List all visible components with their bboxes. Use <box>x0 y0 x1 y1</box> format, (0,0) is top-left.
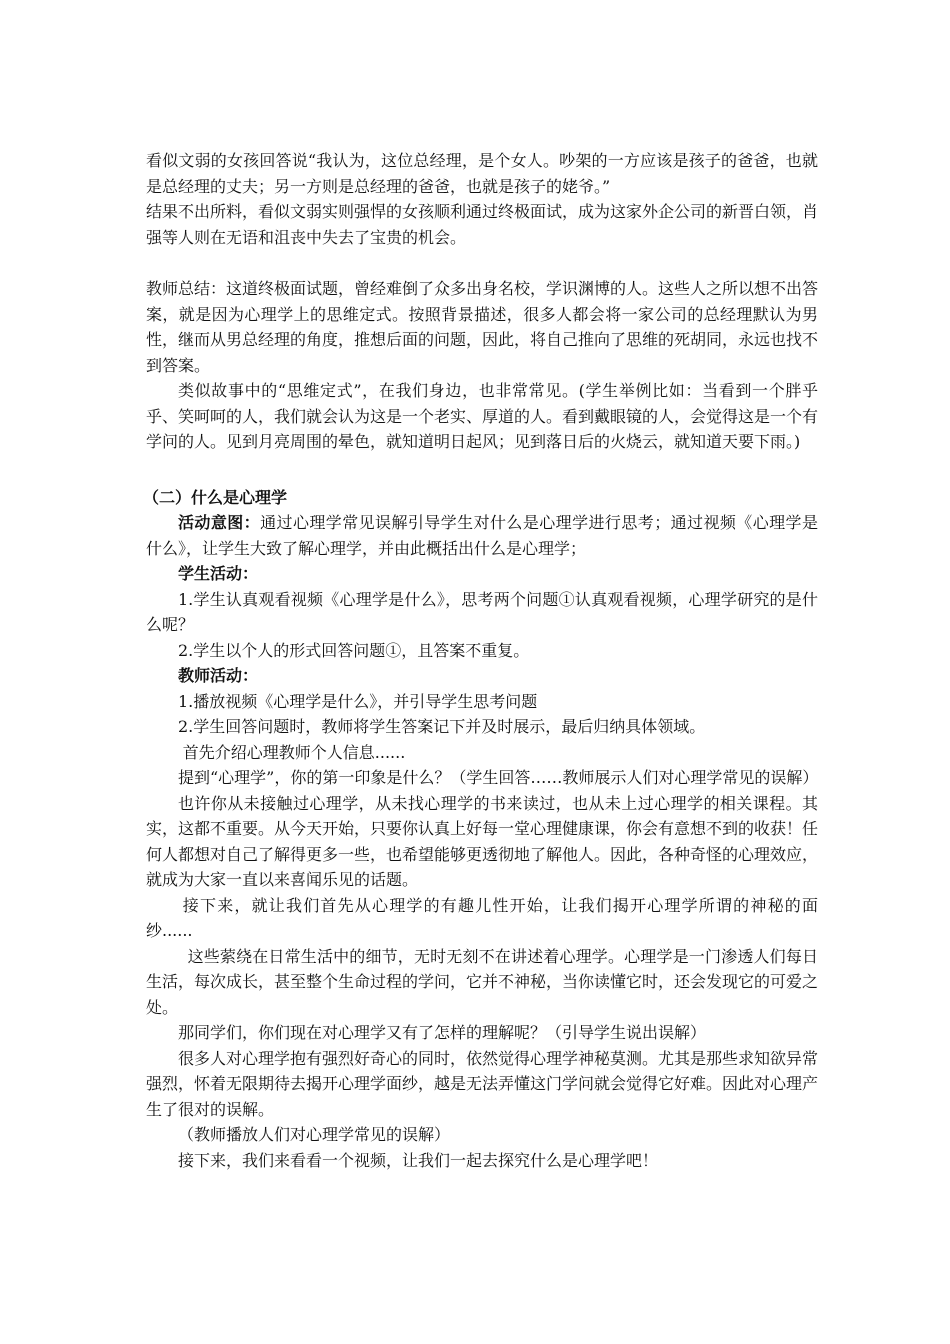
activity-intent-text: 通过心理学常见误解引导学生对什么是心理学进行思考；通过视频《心理学是什么》，让学生大致了解心理学，并由此概括出什么是心理学； <box>146 513 818 558</box>
student-understanding-paragraph: 那同学们，你们现在对心理学又有了怎样的理解呢？（引导学生说出误解） <box>178 1023 707 1042</box>
never-studied-paragraph: 也许你从未接触过心理学，从未找心理学的书来读过，也从未上过心理学的相关课程。其实，这都不重要。从今天开始，只要你认真上好每一堂心理健康课，你会有意想不到的收获！任何人都想对自己了解得更多一些，也希望能够更透彻地了解他人。因此，各种奇怪的心理效应，就成为大家一直以来喜闻乐见的话题。 <box>146 793 819 889</box>
teacher-activity-item-2: 2.学生回答问题时，教师将学生答案记下并及时展示，最后归纳具体领域。 <box>178 717 706 736</box>
watch-video-paragraph: 接下来，我们来看看一个视频，让我们一起去探究什么是心理学吧！ <box>178 1150 659 1170</box>
misconception-paragraph: 很多人对心理学抱有强烈好奇心的同时，依然觉得心理学神秘莫测。尤其是那些求知欲异常强烈，怀着无限期待去揭开心理学面纱，越是无法弄懂这门学问就会觉得它好难。因此对心理产生了很对的误解。 <box>146 1048 819 1119</box>
document-body <box>143 148 819 1173</box>
story-result-paragraph: 结果不出所料，看似文弱实则强悍的女孩顺利通过终极面试，成为这家外企公司的新晋白领，肖强等人则在无语和沮丧中失去了宝贵的机会。 <box>146 202 819 247</box>
intro-teacher-paragraph: 首先介绍心理教师个人信息...... <box>182 742 406 762</box>
mindset-examples-paragraph: 类似故事中的“思维定式”，在我们身边，也非常常见。(学生举例比如：当看到一个胖乎乎、笑呵呵的人，我们就会认为这是一个老实、厚道的人。看到戴眼镜的人，会觉得这是一个有学问的人。见到月亮周围的晕色，就知道明日起风；见到落日后的火烧云，就知道天要下雨。) <box>146 381 819 451</box>
teacher-summary-paragraph: 教师总结：这道终极面试题，曾经难倒了众多出身名校，学识渊博的人。这些人之所以想不出答案，就是因为心理学上的思维定式。按照背景描述，很多人都会将一家公司的总经理默认为男性，继而从男总经理的角度，推想后面的问题，因此，将自己推向了思维的死胡同，永远也找不到答案。 <box>146 279 819 375</box>
student-activity-label: 学生活动： <box>178 564 259 583</box>
story-answer-paragraph: 看似文弱的女孩回答说“我认为，这位总经理，是个女人。吵架的一方应该是孩子的爸爸，也就是总经理的丈夫；另一方则是总经理的爸爸，也就是孩子的姥爷。” <box>146 151 818 196</box>
teacher-activity-label: 教师活动： <box>178 666 259 685</box>
first-impression-paragraph: 提到“心理学”，你的第一印象是什么？（学生回答……教师展示人们对心理学常见的误解） <box>178 768 819 787</box>
blank-line <box>146 250 818 276</box>
section-heading: （二）什么是心理学 <box>143 487 288 507</box>
student-activity-item-2: 2.学生以个人的形式回答问题①，且答案不重复。 <box>178 640 530 660</box>
activity-intent-paragraph <box>146 510 818 561</box>
daily-life-paragraph: 这些萦绕在日常生活中的细节，无时无刻不在讲述着心理学。心理学是一门渗透人们每日生活，每次成长，甚至整个生命过程的学问，它并不神秘，当你读懂它时，还会发现它的可爱之处。 <box>146 946 819 1017</box>
teacher-activity-item-1: 1.播放视频《心理学是什么》，并引导学生思考问题 <box>178 691 538 711</box>
activity-intent-label: 活动意图： <box>178 513 261 532</box>
interesting-psychology-paragraph: 接下来，就让我们首先从心理学的有趣儿性开始，让我们揭开心理学所谓的神秘的面纱...... <box>146 895 818 940</box>
play-misconceptions-paragraph: （教师播放人们对心理学常见的误解） <box>178 1125 451 1144</box>
blank-line <box>146 455 818 485</box>
student-activity-item-1: 1.学生认真观看视频《心理学是什么》，思考两个问题①认真观看视频，心理学研究的是什么呢？ <box>146 589 818 634</box>
